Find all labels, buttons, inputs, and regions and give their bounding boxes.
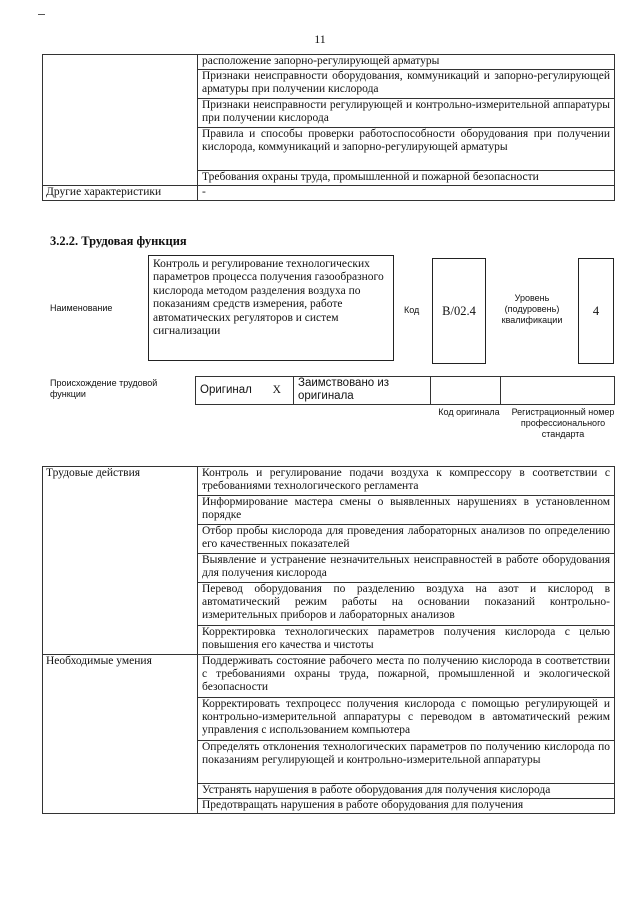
group-label: Необходимые умения (43, 655, 198, 814)
knowledge-item: Признаки неисправности регулирующей и контрольно-измерительной аппаратуры при получении кислорода (198, 99, 615, 128)
reg-number-cell (501, 377, 615, 405)
code-value: В/02.4 (442, 304, 476, 318)
table-row (43, 186, 615, 201)
group-label: Трудовые действия (43, 467, 198, 655)
table-row (43, 655, 615, 698)
table-row (43, 467, 615, 496)
level-value: 4 (592, 304, 600, 318)
origin-table (195, 376, 615, 405)
list-item: Устранять нарушения в работе оборудования для получения кислорода (198, 784, 615, 799)
original-mark: X (261, 377, 294, 405)
name-label: Наименование (50, 303, 113, 313)
table-row (196, 377, 615, 405)
main-table (42, 466, 615, 814)
function-name: Контроль и регулирование технологических параметров процесса получения газообразного кислорода методом разделения воздуха по показаниям средств измерения, работе автоматических регуляторов и систем сигнализации (153, 258, 384, 338)
table-row (43, 55, 615, 70)
top-table (42, 54, 615, 201)
row-label: Другие характеристики (43, 186, 198, 201)
code-original-caption: Код оригинала (438, 407, 500, 417)
reg-number-caption: Регистрационный номер профессионального стандарта (511, 407, 615, 439)
code-label: Код (404, 305, 420, 315)
list-item: Корректировать техпроцесс получения кислорода с помощью регулирующей и контрольно-измерительной аппаратуры с переводом в автоматический режим управления с использованием компьютера (198, 698, 615, 741)
list-item: Отбор пробы кислорода для проведения лабораторных анализов по определению его качественных показателей (198, 525, 615, 554)
knowledge-item: Правила и способы проверки работоспособности оборудования при получении кислорода, коммуникаций и запорно-регулирующей арматуры (198, 128, 615, 171)
list-item: Выявление и устранение незначительных неисправностей в работе оборудования для получения кислорода (198, 554, 615, 583)
table-cell-empty (43, 55, 198, 186)
origin-label: Происхождение трудовой функции (50, 378, 158, 399)
list-item: Контроль и регулирование подачи воздуха к компрессору в соответствии с требованиями технологического регламента (198, 467, 615, 496)
list-item: Поддерживать состояние рабочего места по получению кислорода в соответствии с требованиями охраны труда, пожарной, промышленной и экологической безопасности (198, 655, 615, 698)
knowledge-item: Признаки неисправности оборудования, коммуникаций и запорно-регулирующей арматуры при получении кислорода (198, 70, 615, 99)
list-item: Корректировка технологических параметров получения кислорода с целью повышения его качества и чистоты (198, 626, 615, 655)
row-value: - (198, 186, 615, 201)
list-item: Предотвращать нарушения в работе оборудования для получения (198, 799, 615, 814)
knowledge-item: расположение запорно-регулирующей арматуры (198, 55, 615, 70)
knowledge-item: Требования охраны труда, промышленной и пожарной безопасности (198, 171, 615, 186)
level-box (578, 258, 614, 364)
section-heading: 3.2.2. Трудовая функция (50, 234, 187, 248)
level-label: Уровень (подуровень) квалификации (501, 293, 563, 325)
code-box (432, 258, 486, 364)
page-number: 11 (314, 32, 326, 46)
function-name-box (148, 255, 394, 361)
code-original-cell (431, 377, 501, 405)
original-label: Оригинал (196, 377, 261, 405)
list-item: Информирование мастера смены о выявленных нарушениях в установленном порядке (198, 496, 615, 525)
list-item: Перевод оборудования по разделению воздуха на азот и кислород в автоматический режим работы на основании показаний контрольно-измерительных приборов и лабораторных анализов (198, 583, 615, 626)
list-item: Определять отклонения технологических параметров по получению кислорода по показаниям регулирующей и контрольно-измерительной аппаратуры (198, 741, 615, 784)
borrowed-label: Заимствовано из оригинала (294, 377, 431, 405)
corner-mark (38, 14, 45, 15)
